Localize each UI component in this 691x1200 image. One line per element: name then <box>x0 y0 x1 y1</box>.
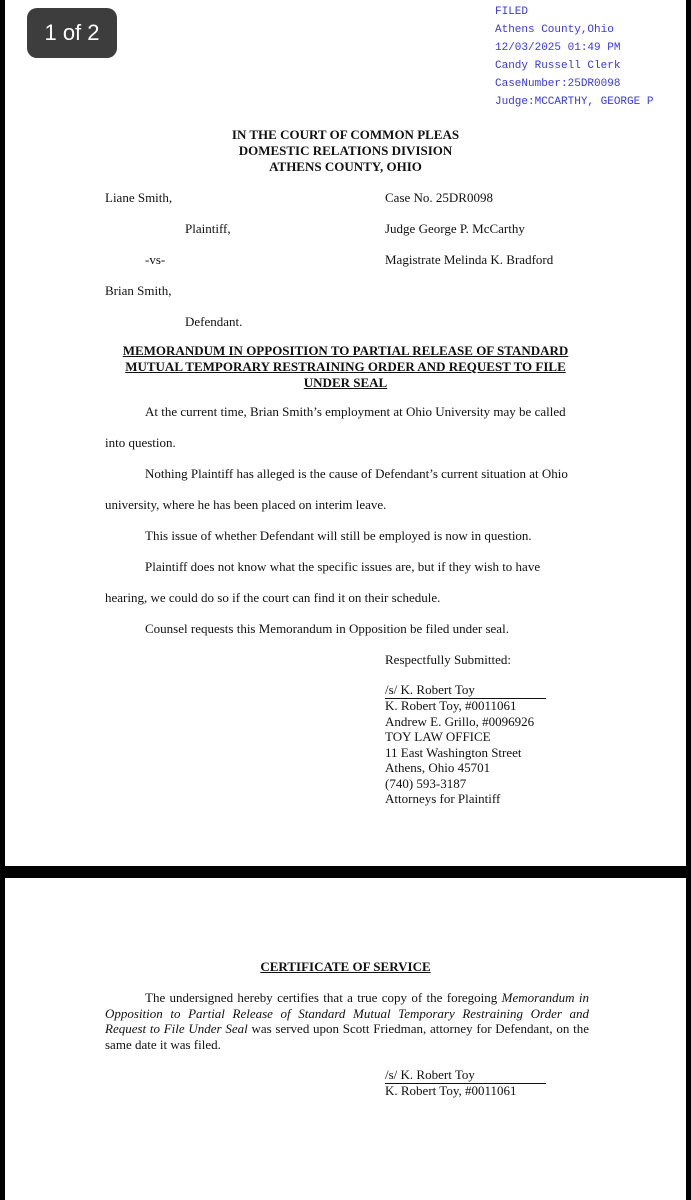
paragraph-1-line-2: into question. <box>105 435 176 450</box>
title-line-1: MEMORANDUM IN OPPOSITION TO PARTIAL RELEASE OF STANDARD <box>122 343 569 358</box>
defendant-label: Defendant. <box>185 314 243 329</box>
stamp-line: 12/03/2025 01:49 PM <box>495 42 621 54</box>
court-line-3: ATHENS COUNTY, OHIO <box>269 159 422 174</box>
plaintiff-name: Liane Smith, <box>105 190 173 205</box>
certificate-heading: CERTIFICATE OF SERVICE <box>260 959 431 974</box>
signature-line: Andrew E. Grillo, #0096926 <box>385 713 535 729</box>
stamp-line: CaseNumber:25DR0098 <box>495 78 621 90</box>
certificate-text-post: was served upon Scott Friedman, attorney for Defendant, on the same date it was filed. <box>105 1021 589 1052</box>
signature-block <box>385 698 534 807</box>
document-page-2 <box>5 878 686 1200</box>
defendant-name: Brian Smith, <box>105 283 172 298</box>
filing-stamp <box>495 3 653 111</box>
stamp-line: FILED <box>495 6 529 18</box>
certificate-text <box>105 990 589 1052</box>
plaintiff-label: Plaintiff, <box>185 221 231 236</box>
certificate-text-pre: The undersigned hereby certifies that a true copy of the foregoing <box>145 990 502 1005</box>
stamp-line: Candy Russell Clerk <box>495 60 621 72</box>
document-page-1 <box>5 0 686 866</box>
paragraph-4-line-2: hearing, we could do so if the court can find it on their schedule. <box>105 590 441 605</box>
paragraph-4-line-1: Plaintiff does not know what the specific issues are, but if they wish to have <box>145 559 541 574</box>
stamp-line: Athens County,Ohio <box>495 24 614 36</box>
certificate-signer: K. Robert Toy, #0011061 <box>385 1083 517 1098</box>
magistrate-name: Magistrate Melinda K. Bradford <box>385 252 554 267</box>
paragraph-1-line-1: At the current time, Brian Smith’s employment at Ohio University may be called <box>145 404 566 419</box>
signature-line: TOY LAW OFFICE <box>385 729 491 744</box>
court-line-2: DOMESTIC RELATIONS DIVISION <box>238 143 453 158</box>
paragraph-3: This issue of whether Defendant will still be employed is now in question. <box>145 528 532 543</box>
judge-name: Judge George P. McCarthy <box>385 221 525 236</box>
paragraph-2-line-1: Nothing Plaintiff has alleged is the cause of Defendant’s current situation at Ohio <box>145 466 568 481</box>
signature-line: K. Robert Toy, #0011061 <box>385 698 517 713</box>
certificate-signature: /s/ K. Robert Toy <box>385 1067 546 1084</box>
signature-line: Athens, Ohio 45701 <box>385 760 491 775</box>
title-line-3: UNDER SEAL <box>303 375 388 390</box>
stamp-line: Judge:MCCARTHY, GEORGE P <box>495 96 654 108</box>
certificate-document-title: Memorandum in Opposition to Partial Release of Standard Mutual Temporary Restraining Order and Request to File Under Seal <box>105 990 590 1036</box>
signature-line: Attorneys for Plaintiff <box>385 791 501 806</box>
page-indicator: 1 of 2 <box>27 8 117 58</box>
paragraph-5: Counsel requests this Memorandum in Opposition be filed under seal. <box>145 621 509 636</box>
court-heading <box>5 127 686 175</box>
title-line-2: MUTUAL TEMPORARY RESTRAINING ORDER AND REQUEST TO FILE <box>125 359 566 374</box>
court-line-1: IN THE COURT OF COMMON PLEAS <box>231 127 460 142</box>
case-number: Case No. 25DR0098 <box>385 190 493 205</box>
versus-label: -vs- <box>145 252 166 267</box>
signature-line: 11 East Washington Street <box>385 744 522 760</box>
electronic-signature: /s/ K. Robert Toy <box>385 682 546 699</box>
document-title <box>5 343 686 391</box>
signature-line: (740) 593-3187 <box>385 775 467 791</box>
closing: Respectfully Submitted: <box>385 652 512 667</box>
paragraph-2-line-2: university, where he has been placed on interim leave. <box>105 497 387 512</box>
